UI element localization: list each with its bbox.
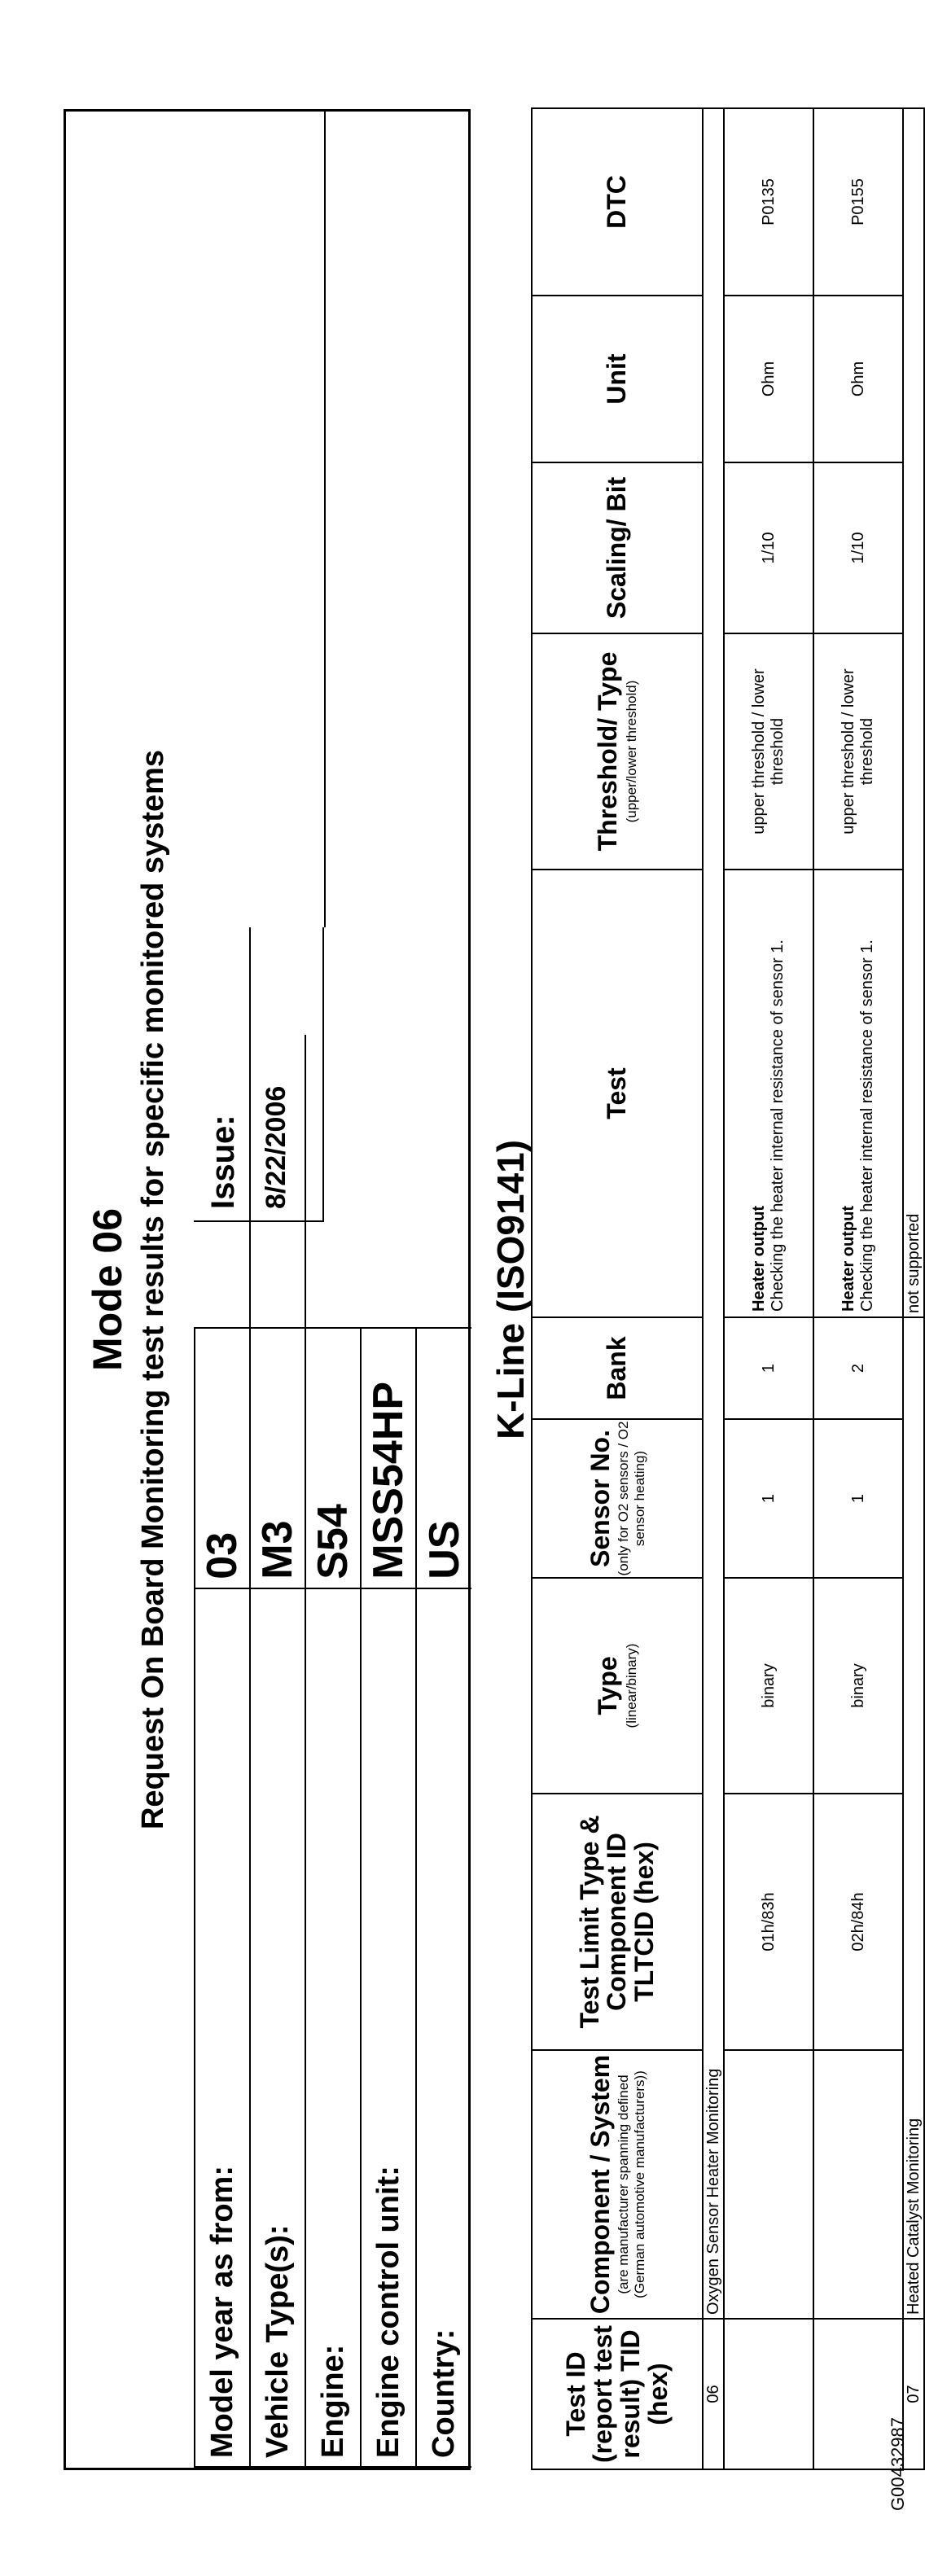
cell-bank: 1 <box>724 1317 813 1419</box>
info-row-ecu <box>361 1035 416 2467</box>
info-label: Engine: <box>305 1588 361 2467</box>
info-value: 03 <box>195 1328 250 1588</box>
info-row-vehicle-type <box>250 1035 305 2467</box>
col-header-threshold: Threshold/ Type (upper/lower threshold) <box>532 633 703 870</box>
cell-type: binary <box>813 1578 903 1794</box>
info-value: S54 <box>305 1328 361 1588</box>
cell-unit: Ohm <box>813 296 903 462</box>
info-value: M3 <box>250 1328 305 1588</box>
col-header-component: Component / System (are manufacturer spanning defined (German automotive manufacturers)) <box>532 2050 703 2319</box>
table-row <box>703 108 724 2469</box>
col-header-unit: Unit <box>532 296 703 462</box>
cell-bank: 2 <box>813 1317 903 1419</box>
cell-tid: 07 <box>903 2319 924 2469</box>
info-label: Model year as from: <box>195 1588 250 2467</box>
col-header-bank: Bank <box>532 1317 703 1419</box>
figure-id: G00432987 <box>888 2417 908 2511</box>
info-value: US <box>416 1328 471 1588</box>
info-row-model-year <box>195 1035 250 2467</box>
header-blank-box <box>194 112 326 927</box>
cell-type: binary <box>724 1578 813 1794</box>
cell-scaling: 1/10 <box>813 462 903 633</box>
cell-threshold: upper threshold / lower threshold <box>724 633 813 870</box>
cell-tltcid: 02h/84h <box>813 1794 903 2050</box>
vehicle-info-table <box>194 1035 471 2468</box>
page-title: Mode 06 <box>85 1207 130 1372</box>
table-row <box>903 108 924 2469</box>
table-row <box>813 108 903 2469</box>
table-row <box>724 108 813 2469</box>
info-value: MSS54HP <box>361 1328 416 1588</box>
col-header-sensor: Sensor No. (only for O2 sensors / O2 sensor heating) <box>532 1419 703 1578</box>
cell-test: not supported <box>903 108 924 1317</box>
section-title: K-Line (ISO9141) <box>489 1139 532 1440</box>
cell-tid: 06 <box>703 2319 724 2469</box>
cell-component: Oxygen Sensor Heater Monitoring <box>703 108 724 2319</box>
cell-tltcid: 01h/83h <box>724 1794 813 2050</box>
cell-dtc: P0135 <box>724 108 813 296</box>
header-block <box>64 109 471 2470</box>
issue-date: 8/22/2006 <box>261 1085 292 1209</box>
col-header-test: Test <box>532 870 703 1317</box>
col-header-tid: Test ID (report test result) TID (hex) <box>532 2319 703 2469</box>
table-header-row <box>532 108 703 2469</box>
cell-threshold: upper threshold / lower threshold <box>813 633 903 870</box>
cell-dtc: P0155 <box>813 108 903 296</box>
info-label: Engine control unit: <box>361 1588 416 2467</box>
cell-unit: Ohm <box>724 296 813 462</box>
info-row-country <box>416 1035 471 2467</box>
cell-test: Heater output Checking the heater internal resistance of sensor 1. <box>724 870 813 1317</box>
col-header-dtc: DTC <box>532 108 703 296</box>
cell-test: Heater output Checking the heater internal resistance of sensor 1. <box>813 870 903 1317</box>
info-label: Vehicle Type(s): <box>250 1588 305 2467</box>
test-results-table <box>531 107 925 2470</box>
info-row-engine <box>305 1035 361 2467</box>
col-header-scaling: Scaling/ Bit <box>532 462 703 633</box>
cell-sensor: 1 <box>724 1419 813 1578</box>
page-subtitle: Request On Board Monitoring test results for specific monitored systems <box>136 750 170 1830</box>
info-label: Country: <box>416 1588 471 2467</box>
cell-component: Heated Catalyst Monitoring <box>903 1317 924 2319</box>
cell-scaling: 1/10 <box>724 462 813 633</box>
cell-sensor: 1 <box>813 1419 903 1578</box>
col-header-type: Type (linear/binary) <box>532 1578 703 1794</box>
col-header-tltcid: Test Limit Type & Component ID TLTCID (hex) <box>532 1794 703 2050</box>
issue-box <box>194 927 324 1222</box>
issue-label: Issue: <box>205 1115 241 1209</box>
